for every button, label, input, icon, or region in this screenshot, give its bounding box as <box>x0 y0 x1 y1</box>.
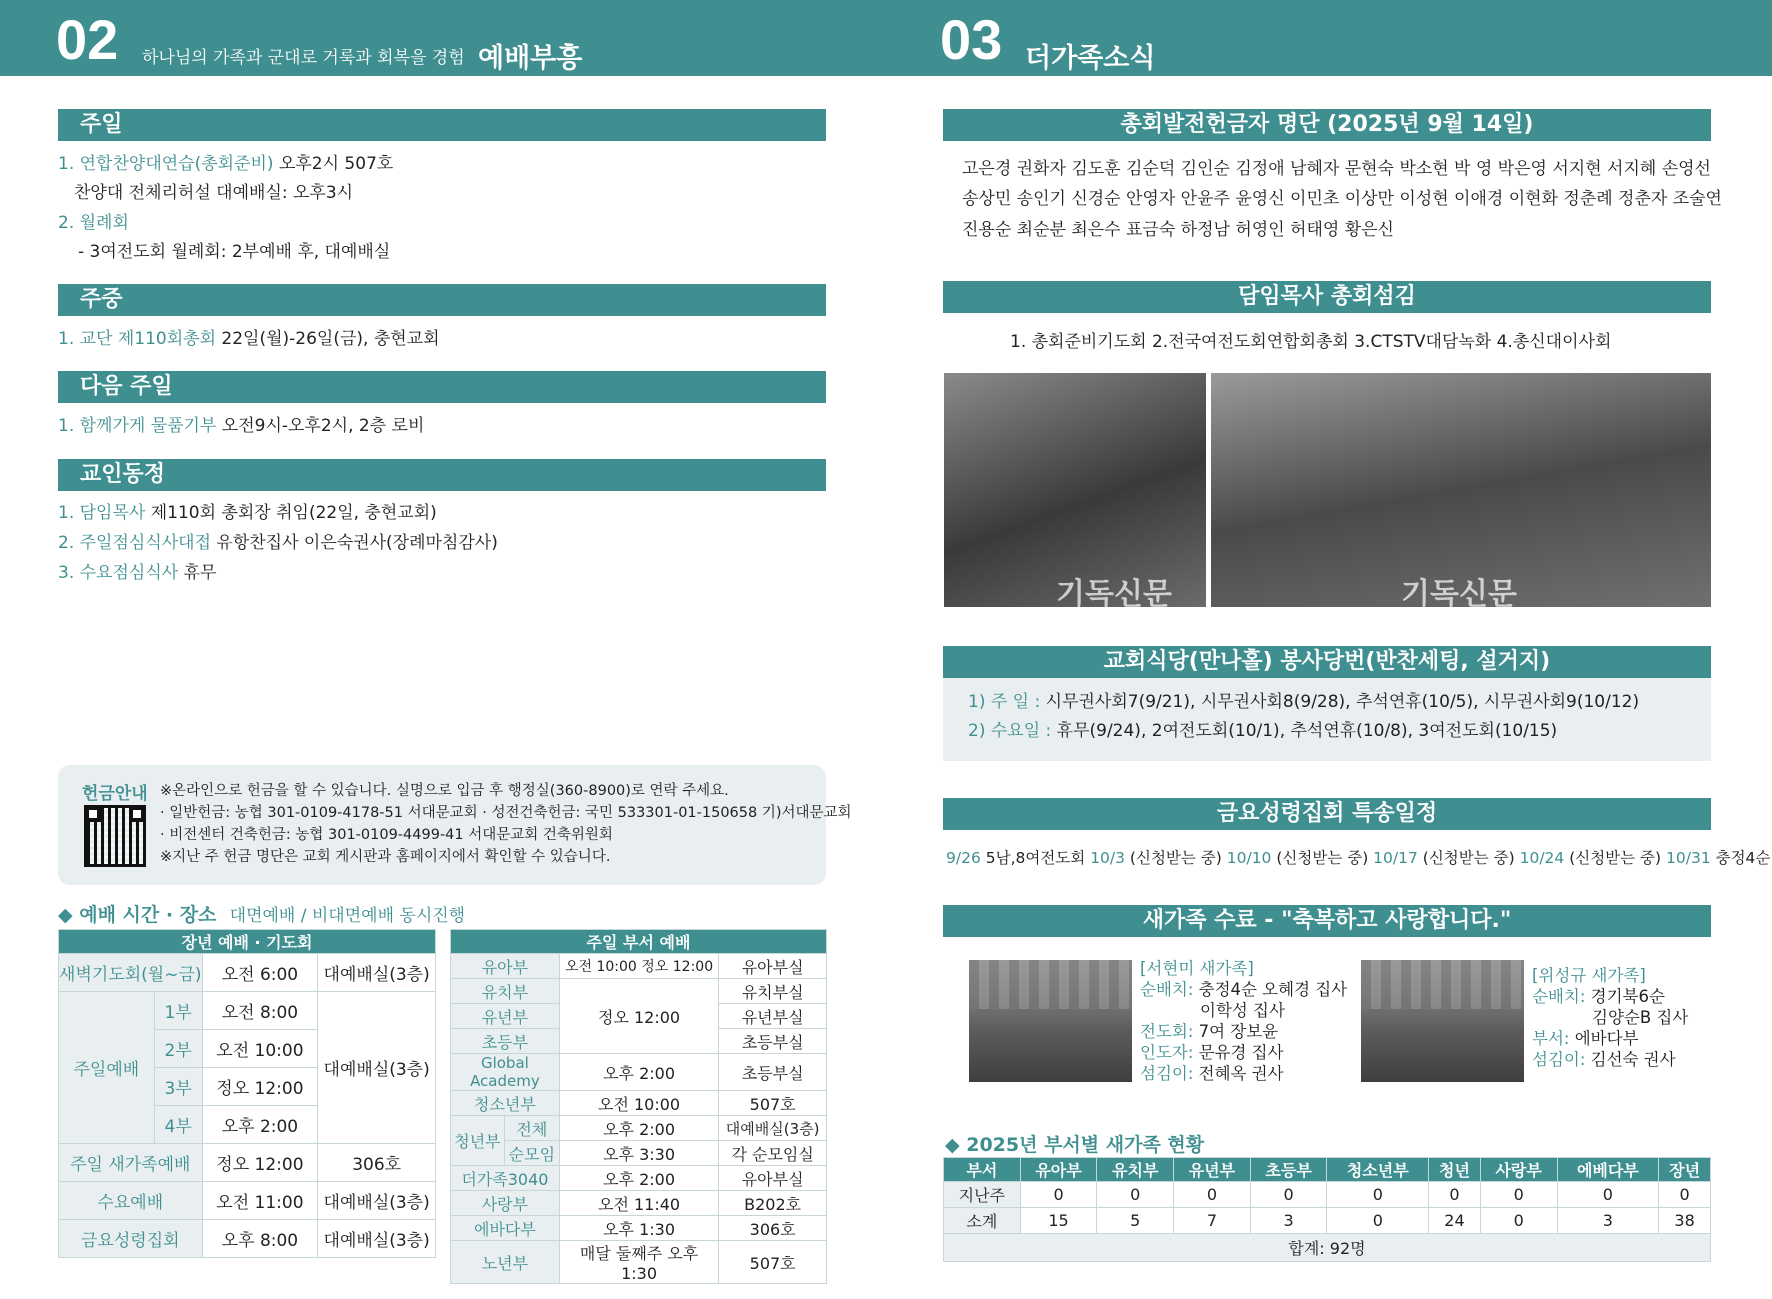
row-dawn-time: 오전 6:00 <box>202 954 318 992</box>
row-global-place: 초등부실 <box>719 1054 827 1091</box>
row-youth-all-place: 대예배실(3층) <box>719 1116 827 1141</box>
row-s4-label: 4부 <box>154 1106 202 1144</box>
stats-total: 합계: 92명 <box>944 1234 1711 1262</box>
stats-cell: 38 <box>1659 1208 1711 1234</box>
members-item-2: 2. 주일점심식사대접 유항찬집사 이은숙권사(장례마침감사) <box>58 533 498 553</box>
row-s2-time: 오전 10:00 <box>202 1030 318 1068</box>
row-youth-cell-place: 각 순모임실 <box>719 1141 827 1166</box>
row-love-place: B202호 <box>719 1191 827 1216</box>
section-cafeteria-title: 교회식당(만나홀) 봉사당번(반찬세팅, 설거지) <box>943 646 1711 678</box>
stats-col-header: 에베다부 <box>1557 1158 1659 1182</box>
row-newfam-time: 정오 12:00 <box>202 1144 318 1182</box>
stats-cell: 0 <box>1327 1182 1429 1208</box>
page-title-left: 예배부흥 <box>478 43 583 74</box>
offering-line-2: · 일반헌금: 농협 301-0109-4178-51 서대문교회 · 성전건축헌금: 국민 533301-01-150658 기)서대문교회 <box>160 805 852 821</box>
cafeteria-line-1: 1) 주 일 : 시무권사회7(9/21), 시무권사회8(9/28), 추석연휴(10/5), 시무권사회9(10/12) <box>968 692 1640 712</box>
row-fri-time: 오후 8:00 <box>202 1220 318 1258</box>
stats-cell: 24 <box>1429 1208 1481 1234</box>
row-newfam-label: 주일 새가족예배 <box>59 1144 203 1182</box>
section-next-title: 다음 주일 <box>58 371 826 403</box>
row-fam3040-place: 유아부실 <box>719 1166 827 1191</box>
dept-table-header: 주일 부서 예배 <box>451 930 827 954</box>
row-infant-place: 유아부실 <box>719 954 827 979</box>
offering-label: 헌금안내 <box>82 784 148 804</box>
stats-cell: 3 <box>1557 1208 1659 1234</box>
row-fri-place: 대예배실(3층) <box>318 1220 436 1258</box>
row-ebada-label: 에바다부 <box>451 1216 560 1241</box>
stats-col-header: 유치부 <box>1097 1158 1174 1182</box>
row-wed-place: 대예배실(3층) <box>318 1182 436 1220</box>
stats-cell: 0 <box>1327 1208 1429 1234</box>
week-item-1: 1. 교단 제110회총회 22일(월)-26일(금), 충현교회 <box>58 329 440 349</box>
stats-cell: 0 <box>1097 1182 1174 1208</box>
stats-col-header: 장년 <box>1659 1158 1711 1182</box>
members-item-3: 3. 수요점심식사 휴무 <box>58 563 217 583</box>
section-donors-title: 총회발전헌금자 명단 (2025년 9월 14일) <box>943 109 1711 141</box>
page-number-right: 03 <box>940 8 1003 71</box>
members-item-1: 1. 담임목사 제110회 총회장 취임(22일, 충현교회) <box>58 503 437 523</box>
row-kinder-label: 유치부 <box>451 979 560 1004</box>
row-senior-label: 노년부 <box>451 1241 560 1284</box>
stats-cell: 0 <box>1020 1182 1097 1208</box>
row-youth-cell-time: 오후 3:30 <box>559 1141 718 1166</box>
dept-worship-table <box>450 929 827 1284</box>
row-love-time: 오전 11:40 <box>559 1191 718 1216</box>
row-sunday-label: 주일예배 <box>59 992 155 1144</box>
row-elem-place: 초등부실 <box>719 1029 827 1054</box>
sunday-item-2-detail: - 3여전도회 월례회: 2부예배 후, 대예배실 <box>78 242 391 262</box>
offering-line-3: · 비전센터 건축헌금: 농협 301-0109-4499-41 서대문교회 건축위원회 <box>160 827 613 843</box>
row-s3-time: 정오 12:00 <box>202 1068 318 1106</box>
page-number-left: 02 <box>56 8 119 71</box>
friday-schedule: 9/26 5남,8여전도회 10/3 (신청받는 중) 10/10 (신청받는 중) 10/17 (신청받는 중) 10/24 (신청받는 중) 10/31 충정4순 <box>946 849 1771 867</box>
row-global-time: 오후 2:00 <box>559 1054 718 1091</box>
photo-newfam-a <box>969 960 1132 1082</box>
newfam-stats-table <box>943 1157 1711 1262</box>
adult-table-header: 장년 예배 · 기도회 <box>59 930 436 954</box>
photo-newfam-b <box>1361 960 1524 1082</box>
row-teen-label: 청소년부 <box>451 1091 560 1116</box>
newfam-a-info: [서현미 새가족] 순배치: 충정4순 오혜경 집사 이학성 집사 전도회: 7여 장보윤 인도자: 문유경 집사 섬김이: 전혜옥 권사 <box>1140 959 1348 1083</box>
row-wed-time: 오전 11:00 <box>202 1182 318 1220</box>
newfam-stats-heading: ◆ 2025년 부서별 새가족 현황 <box>945 1134 1205 1156</box>
offering-line-4: ※지난 주 헌금 명단은 교회 게시판과 홈페이지에서 확인할 수 있습니다. <box>160 849 611 865</box>
cafeteria-line-2: 2) 수요일 : 휴무(9/24), 2여전도회(10/1), 추석연휴(10/8), 3여전도회(10/15) <box>968 721 1558 741</box>
row-teen-time: 오전 10:00 <box>559 1091 718 1116</box>
row-s1-time: 오전 8:00 <box>202 992 318 1030</box>
sunday-item-1: 1. 연합찬양대연습(총회준비) 오후2시 507호 <box>58 154 394 174</box>
row-senior-place: 507호 <box>719 1241 827 1284</box>
stats-cell: 5 <box>1097 1208 1174 1234</box>
stats-cell: 0 <box>1480 1208 1557 1234</box>
section-week-title: 주중 <box>58 284 826 316</box>
stats-col-header: 청년 <box>1429 1158 1481 1182</box>
row-youth-all-label: 전체 <box>504 1116 559 1141</box>
donors-line-1: 고은경 권화자 김도훈 김순덕 김인순 김정애 남혜자 문현숙 박소현 박 영 박은영 서지현 서지혜 손영선 <box>962 159 1711 179</box>
row-dawn-label: 새벽기도회(월~금) <box>59 954 203 992</box>
stats-cell: 0 <box>1429 1182 1481 1208</box>
page-title-right: 더가족소식 <box>1025 43 1156 74</box>
row-global-label: Global Academy <box>451 1054 560 1091</box>
section-friday-title: 금요성령집회 특송일정 <box>943 798 1711 830</box>
stats-col-header: 부서 <box>944 1158 1021 1182</box>
row-kinder-place: 유치부실 <box>719 979 827 1004</box>
sunday-item-2: 2. 월례회 <box>58 213 129 233</box>
stats-col-header: 사랑부 <box>1480 1158 1557 1182</box>
stats-cell: 15 <box>1020 1208 1097 1234</box>
row-ebada-time: 오후 1:30 <box>559 1216 718 1241</box>
row-young-label: 유년부 <box>451 1004 560 1029</box>
row-newfam-place: 306호 <box>318 1144 436 1182</box>
adult-worship-table <box>58 929 436 1258</box>
row-youth-cell-label: 순모임 <box>504 1141 559 1166</box>
photo-assembly-worship: 기독신문 <box>1211 373 1711 607</box>
qr-code-icon[interactable] <box>84 805 146 867</box>
stats-cell: 0 <box>1659 1182 1711 1208</box>
stats-cell: 3 <box>1250 1208 1327 1234</box>
stats-cell: 0 <box>1480 1182 1557 1208</box>
row-infant-label: 유아부 <box>451 954 560 979</box>
section-sunday-title: 주일 <box>58 109 826 141</box>
row-ebada-place: 306호 <box>719 1216 827 1241</box>
row-s2-label: 2부 <box>154 1030 202 1068</box>
stats-cell: 7 <box>1174 1208 1251 1234</box>
donors-line-2: 송상민 송인기 신경순 안영자 안윤주 윤영신 이민초 이상만 이성현 이애경 이현화 정춘례 정춘자 조술연 <box>962 189 1722 209</box>
section-pastor-title: 담임목사 총회섬김 <box>943 281 1711 313</box>
next-item-1: 1. 함께가게 물품기부 오전9시-오후2시, 2층 로비 <box>58 416 425 436</box>
page-subtitle-left: 하나님의 가족과 군대로 거룩과 회복을 경험 <box>142 48 465 68</box>
photo-assembly-prayer: 기독신문 <box>944 373 1206 607</box>
stats-cell: 0 <box>1557 1182 1659 1208</box>
row-senior-time: 매달 둘째주 오후 1:30 <box>559 1241 718 1284</box>
row-youth-all-time: 오후 2:00 <box>559 1116 718 1141</box>
row-teen-place: 507호 <box>719 1091 827 1116</box>
row-youth-label: 청년부 <box>451 1116 505 1166</box>
row-wed-label: 수요예배 <box>59 1182 203 1220</box>
row-s4-time: 오후 2:00 <box>202 1106 318 1144</box>
row-fri-label: 금요성령집회 <box>59 1220 203 1258</box>
row-sunday-place: 대예배실(3층) <box>318 992 436 1144</box>
stats-col-header: 초등부 <box>1250 1158 1327 1182</box>
stats-cell: 0 <box>1174 1182 1251 1208</box>
stats-cell: 소계 <box>944 1208 1021 1234</box>
offering-line-1: ※온라인으로 헌금을 할 수 있습니다. 실명으로 입금 후 행정실(360-8900)로 연락 주세요. <box>160 783 729 799</box>
row-infant-time: 오전 10:00 정오 12:00 <box>559 954 718 979</box>
newfam-b-info: [위성규 새가족] 순배치: 경기북6순 김양순B 집사 부서: 에바다부 섬김이: 김선숙 권사 <box>1532 966 1689 1069</box>
section-members-title: 교인동정 <box>58 459 826 491</box>
sunday-item-1-detail: 찬양대 전체리허설 대예배실: 오후3시 <box>74 183 354 203</box>
stats-col-header: 유아부 <box>1020 1158 1097 1182</box>
offering-info-box <box>58 765 852 885</box>
row-s3-label: 3부 <box>154 1068 202 1106</box>
row-fam3040-label: 더가족3040 <box>451 1166 560 1191</box>
row-kids-time: 정오 12:00 <box>559 979 718 1054</box>
stats-col-header: 유년부 <box>1174 1158 1251 1182</box>
worship-schedule-heading: ◆ 예배 시간 · 장소 대면예배 / 비대면예배 동시진행 <box>58 904 466 926</box>
row-fam3040-time: 오후 2:00 <box>559 1166 718 1191</box>
row-love-label: 사랑부 <box>451 1191 560 1216</box>
stats-cell: 0 <box>1250 1182 1327 1208</box>
pastor-items: 1. 총회준비기도회 2.전국여전도회연합회총회 3.CTSTV대담녹화 4.총신대이사회 <box>1010 332 1612 352</box>
row-s1-label: 1부 <box>154 992 202 1030</box>
row-elem-label: 초등부 <box>451 1029 560 1054</box>
row-young-place: 유년부실 <box>719 1004 827 1029</box>
stats-cell: 지난주 <box>944 1182 1021 1208</box>
section-newfam-title: 새가족 수료 - "축복하고 사랑합니다." <box>943 905 1711 937</box>
stats-col-header: 청소년부 <box>1327 1158 1429 1182</box>
donors-line-3: 진용순 최순분 최은수 표금숙 하정남 허영인 허태영 황은신 <box>962 220 1394 240</box>
row-dawn-place: 대예배실(3층) <box>318 954 436 992</box>
